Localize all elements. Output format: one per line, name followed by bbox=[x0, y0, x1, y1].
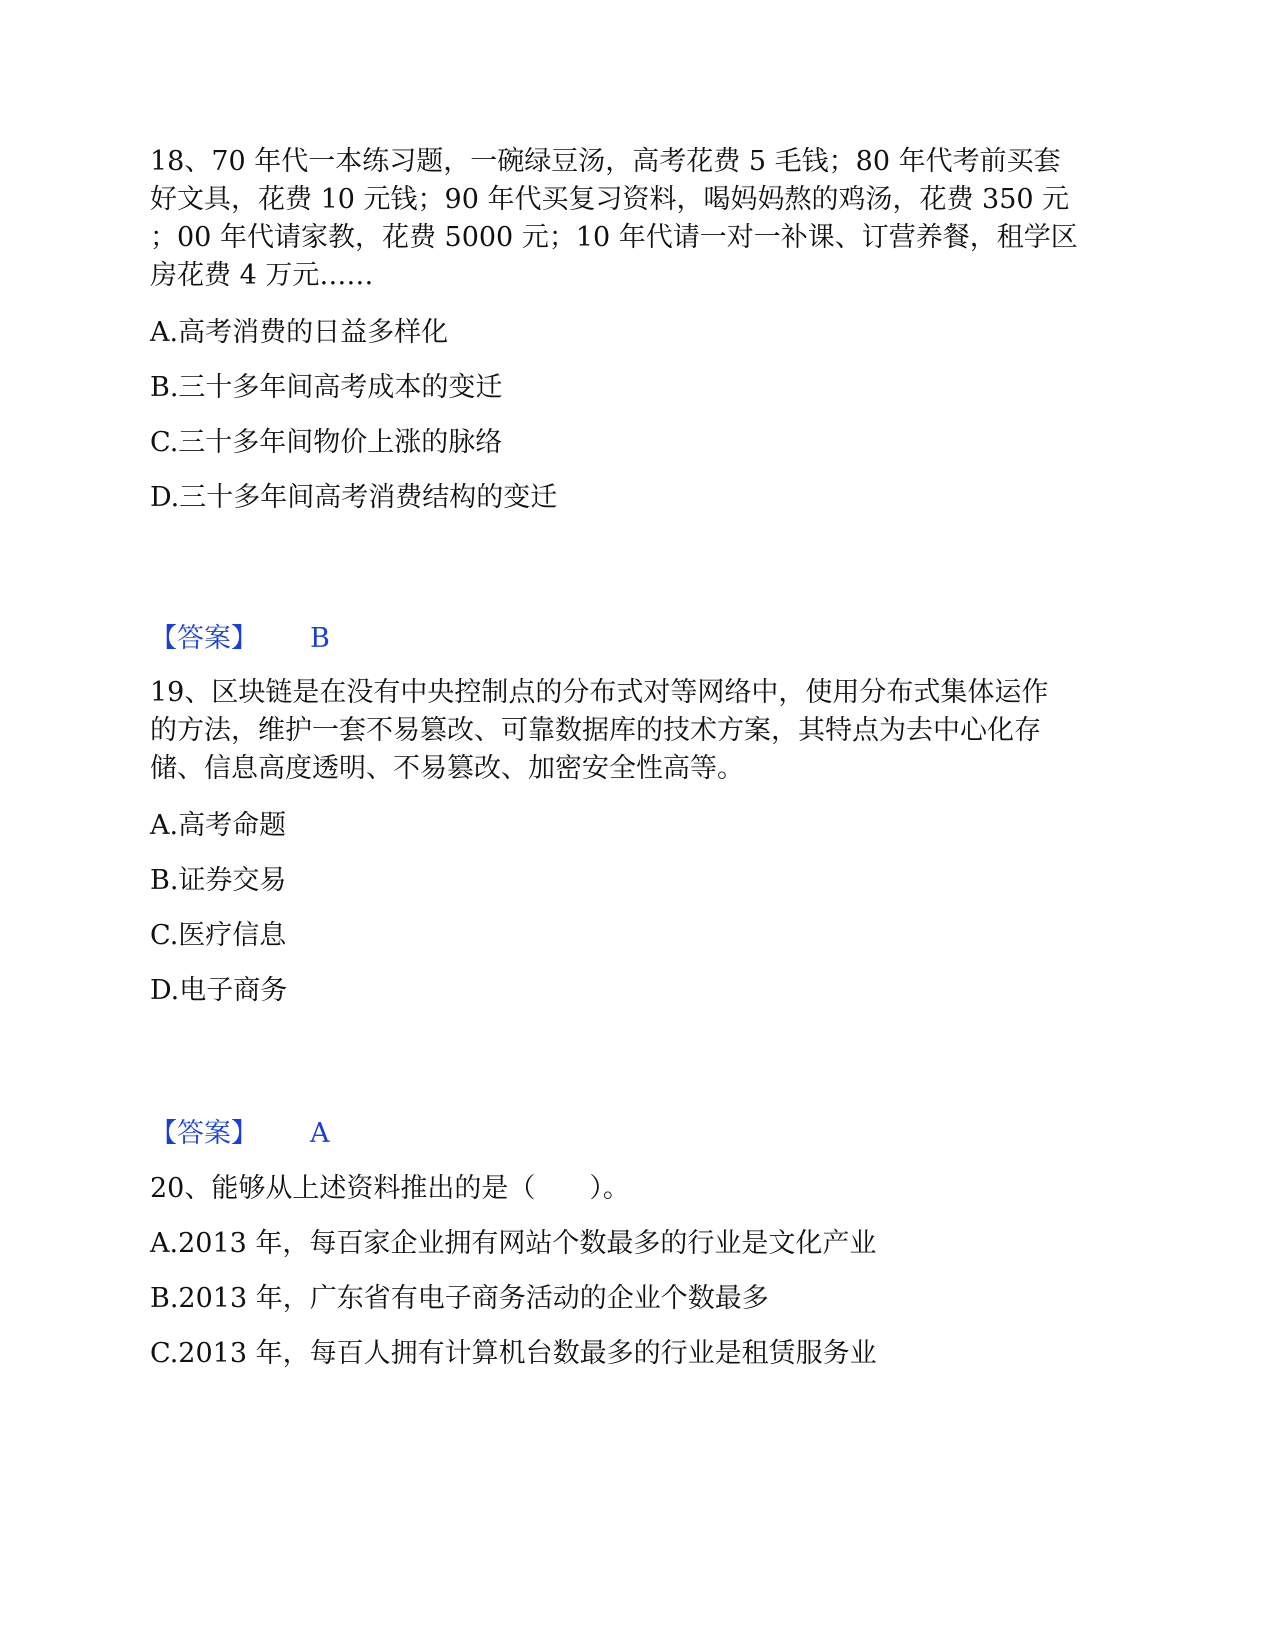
q18-answer-label: 【答案】 bbox=[150, 623, 258, 654]
q18-option-d: D.三十多年间高考消费结构的变迁 bbox=[150, 482, 558, 513]
q19-option-c: C.医疗信息 bbox=[150, 920, 287, 951]
q18-answer-value: B bbox=[310, 623, 330, 654]
q18-stem-line-2: 好文具，花费 10 元钱；90 年代买复习资料，喝妈妈熬的鸡汤，花费 350 元 bbox=[150, 184, 1070, 215]
q20-option-b: B.2013 年，广东省有电子商务活动的企业个数最多 bbox=[150, 1283, 769, 1314]
q19-answer bbox=[150, 1114, 330, 1154]
q19-stem-line-3: 储、信息高度透明、不易篡改、加密安全性高等。 bbox=[150, 753, 744, 784]
q20-option-c: C.2013 年，每百人拥有计算机台数最多的行业是租赁服务业 bbox=[150, 1338, 877, 1369]
q19-stem-line-2: 的方法，维护一套不易篡改、可靠数据库的技术方案，其特点为去中心化存 bbox=[150, 715, 1041, 746]
q18-stem-line-3: ；00 年代请家教，花费 5000 元；10 年代请一对一补课、订营养餐，租学区 bbox=[150, 222, 1078, 253]
q18-option-b: B.三十多年间高考成本的变迁 bbox=[150, 372, 503, 403]
q18-answer bbox=[150, 619, 330, 659]
q18-stem-line-4: 房花费 4 万元…… bbox=[150, 260, 374, 291]
q19-option-d: D.电子商务 bbox=[150, 975, 288, 1006]
q19-option-b: B.证券交易 bbox=[150, 865, 287, 896]
q19-answer-label: 【答案】 bbox=[150, 1118, 258, 1149]
q19-answer-value: A bbox=[310, 1118, 330, 1149]
q18-option-c: C.三十多年间物价上涨的脉络 bbox=[150, 427, 503, 458]
q18-option-a: A.高考消费的日益多样化 bbox=[150, 317, 449, 348]
q19-stem-line-1: 19、区块链是在没有中央控制点的分布式对等网络中，使用分布式集体运作 bbox=[150, 677, 1049, 708]
q18-stem-line-1: 18、70 年代一本练习题，一碗绿豆汤，高考花费 5 毛钱；80 年代考前买套 bbox=[150, 146, 1061, 177]
q20-stem-line-1: 20、能够从上述资料推出的是（ ）。 bbox=[150, 1173, 630, 1204]
q20-option-a: A.2013 年，每百家企业拥有网站个数最多的行业是文化产业 bbox=[150, 1228, 877, 1259]
q19-option-a: A.高考命题 bbox=[150, 810, 287, 841]
